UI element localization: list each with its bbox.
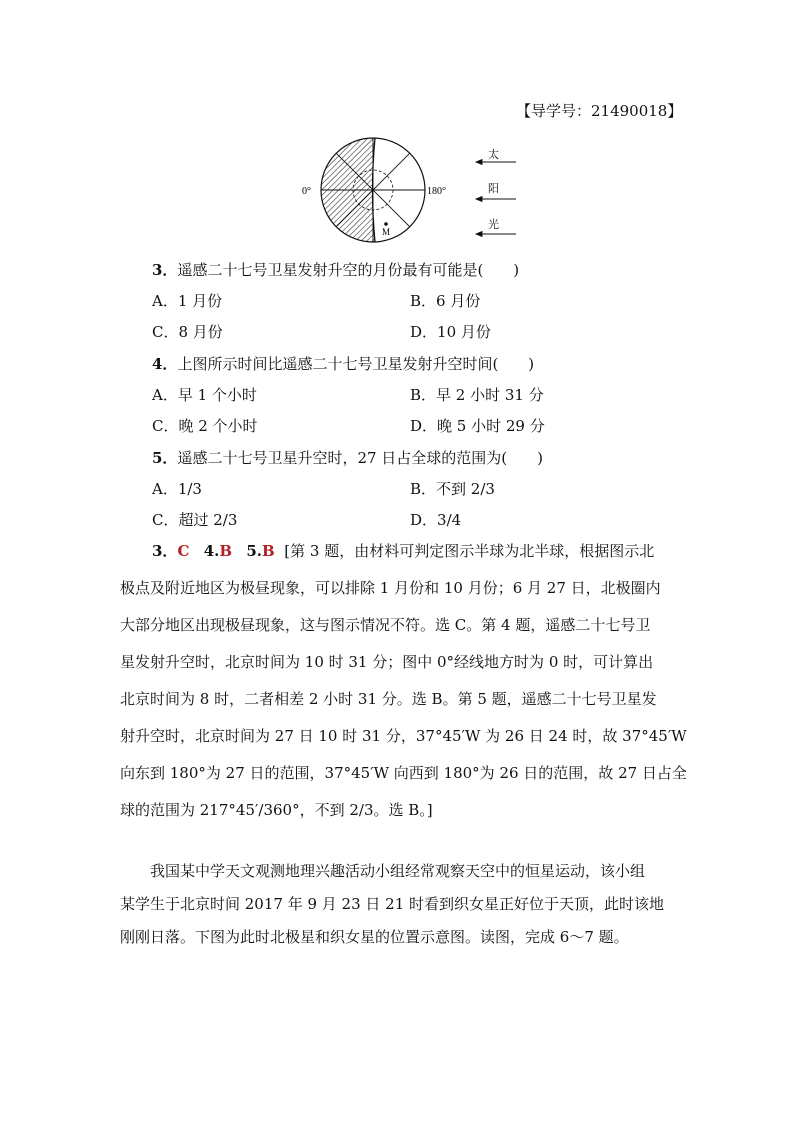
- q3-option-d: D．10 月份: [410, 323, 491, 341]
- question-number: 5．: [152, 449, 178, 467]
- passage-line: 我国某中学天文观测地理兴趣活动小组经常观察天空中的恒星运动，该小组: [150, 862, 646, 880]
- answer-number-3: 3．: [152, 542, 178, 560]
- q3-option-a: A．1 月份: [152, 292, 223, 310]
- q5-option-c: C．超过 2/3: [152, 511, 238, 529]
- sun-char-3: 光: [488, 218, 499, 231]
- question-text: 遥感二十七号卫星升空时，27 日占全球的范围为( ): [177, 449, 543, 467]
- answer-line: 北京时间为 8 时，二者相差 2 小时 31 分。选 B。第 5 题，遥感二十七号卫星发: [120, 690, 657, 708]
- question-text: 上图所示时间比遥感二十七号卫星发射升空时间( ): [177, 355, 535, 373]
- answer-line: 大部分地区出现极昼现象，这与图示情况不符。选 C。第 4 题，遥感二十七号卫: [120, 616, 651, 634]
- answer-line: 射升空时，北京时间为 27 日 10 时 31 分，37°45′W 为 26 日 24 时，故 37°45′W: [120, 727, 687, 745]
- passage-line: 刚刚日落。下图为此时北极星和织女星的位置示意图。读图，完成 6～7 题。: [120, 928, 629, 946]
- question-text: 遥感二十七号卫星发射升空的月份最有可能是( ): [177, 261, 520, 279]
- point-m-label: M: [382, 227, 391, 237]
- question-number: 4．: [152, 355, 178, 373]
- answer-line: 极点及附近地区为极昼现象，可以排除 1 月份和 10 月份；6 月 27 日，北极圈内: [120, 579, 661, 597]
- q5-option-b: B．不到 2/3: [410, 480, 495, 498]
- question-3-stem: [152, 260, 519, 280]
- answer-4: B: [219, 542, 233, 560]
- longitude-label-180: 180°: [427, 186, 446, 197]
- answer-explanation: [120, 540, 687, 840]
- q4-option-d: D．晚 5 小时 29 分: [410, 417, 545, 435]
- answer-line: 球的范围为 217°45′/360°，不到 2/3。选 B。]: [120, 801, 433, 819]
- sun-char-1: 太: [488, 148, 499, 161]
- question-number: 3．: [152, 261, 178, 279]
- answer-number-5: 5.: [246, 542, 263, 560]
- document-number: 【导学号：21490018】: [516, 102, 683, 120]
- question-4-stem: [152, 354, 534, 374]
- reading-passage: [120, 860, 680, 960]
- q5-option-a: A．1/3: [152, 480, 202, 498]
- point-m: [384, 222, 388, 226]
- q3-option-b: B．6 月份: [410, 292, 481, 310]
- q3-option-c: C．8 月份: [152, 323, 223, 341]
- question-5-stem: [152, 448, 543, 468]
- q5-option-d: D．3/4: [410, 511, 462, 529]
- answer-3: C: [177, 542, 190, 560]
- answer-line-1: [152, 540, 654, 561]
- sun-char-2: 阳: [488, 182, 499, 195]
- q4-option-a: A．早 1 个小时: [152, 386, 257, 404]
- answer-line: 星发射升空时，北京时间为 10 时 31 分；图中 0°经线地方时为 0 时，可计算出: [120, 653, 654, 671]
- q4-option-c: C．晚 2 个小时: [152, 417, 258, 435]
- longitude-label-0: 0°: [302, 186, 311, 197]
- answer-line: 向东到 180°为 27 日的范围，37°45′W 向西到 180°为 26 日的范围，故 27 日占全: [120, 764, 687, 782]
- answer-5: B: [262, 542, 275, 560]
- answer-number-4: 4.: [203, 542, 220, 560]
- passage-line: 某学生于北京时间 2017 年 9 月 23 日 21 时看到织女星正好位于天顶，此时该地: [120, 895, 665, 913]
- sunlight-arrows: [474, 142, 520, 242]
- answer-text: [第 3 题，由材料可判定图示半球为北半球，根据图示北: [284, 542, 655, 560]
- q4-option-b: B．早 2 小时 31 分: [410, 386, 544, 404]
- night-region: [321, 132, 375, 244]
